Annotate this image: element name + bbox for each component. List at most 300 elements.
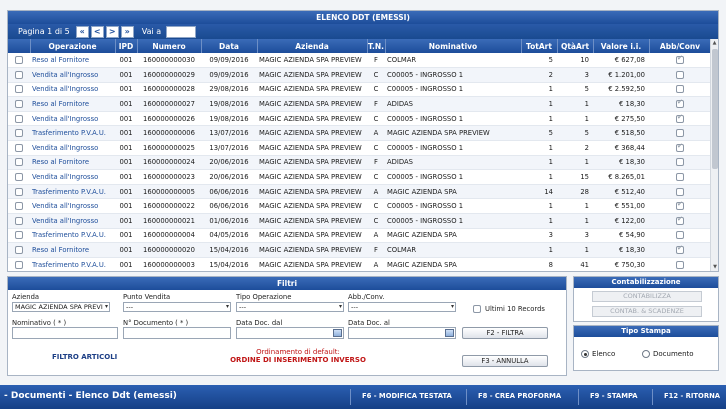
chevron-down-icon: ▾ <box>338 303 342 310</box>
cell-ipd: 001 <box>115 141 137 156</box>
contab-scadenze-button[interactable]: CONTAB. & SCADENZE <box>592 306 702 317</box>
f6-modifica-testata-button[interactable]: F6 - MODIFICA TESTATA <box>362 392 452 400</box>
cell-ipd: 001 <box>115 82 137 97</box>
cell-azienda: MAGIC AZIENDA SPA PREVIEW <box>257 126 367 141</box>
cell-azienda: MAGIC AZIENDA SPA PREVIEW <box>257 53 367 68</box>
row-select-checkbox[interactable] <box>15 202 23 210</box>
cell-abb <box>649 199 711 214</box>
cell-qtaart: 1 <box>557 97 593 112</box>
cell-qtaart: 5 <box>557 82 593 97</box>
radio-documento[interactable] <box>642 350 694 358</box>
scroll-up-icon[interactable]: ▲ <box>712 40 717 46</box>
punto-vendita-label: Punto Vendita <box>123 293 171 301</box>
contabilizzazione-panel <box>573 276 719 322</box>
cell-ipd: 001 <box>115 97 137 112</box>
row-select-checkbox[interactable] <box>15 85 23 93</box>
row-select-checkbox[interactable] <box>15 246 23 254</box>
cell-azienda: MAGIC AZIENDA SPA PREVIEW <box>257 199 367 214</box>
footer-divider <box>578 389 579 405</box>
row-select-cell <box>8 126 30 141</box>
cell-data: 15/04/2016 <box>201 257 257 271</box>
filtro-articoli-link[interactable]: FILTRO ARTICOLI <box>52 353 118 361</box>
cell-ipd: 001 <box>115 155 137 170</box>
cell-azienda: MAGIC AZIENDA SPA PREVIEW <box>257 214 367 229</box>
tipo-operazione-select-value: --- <box>239 303 247 311</box>
row-select-cell <box>8 228 30 243</box>
cell-qtaart: 1 <box>557 155 593 170</box>
chevron-down-icon: ▾ <box>104 303 108 310</box>
cell-data: 09/09/2016 <box>201 53 257 68</box>
cell-operazione: Vendita all'Ingrosso <box>30 199 115 214</box>
abb-conv-checkbox <box>676 173 684 181</box>
column-header-numero[interactable]: Numero <box>137 39 201 53</box>
column-header-totart[interactable]: TotArt <box>521 39 557 53</box>
cell-nominativo: MAGIC AZIENDA SPA PREVIEW <box>385 126 521 141</box>
cell-nominativo: MAGIC AZIENDA SPA <box>385 257 521 271</box>
goto-page-label: Vai a <box>141 27 162 36</box>
radio-elenco[interactable] <box>581 350 615 358</box>
row-select-checkbox[interactable] <box>15 173 23 181</box>
contabilizza-button[interactable]: CONTABILIZZA <box>592 291 702 302</box>
table-row[interactable] <box>8 111 711 126</box>
cell-numero: 160000000004 <box>137 228 201 243</box>
column-header-nominativo[interactable]: Nominativo <box>385 39 521 53</box>
table-row[interactable] <box>8 214 711 229</box>
radio-documento-dot[interactable] <box>642 350 650 358</box>
cell-operazione: Reso al Fornitore <box>30 97 115 112</box>
cell-tn: C <box>367 199 385 214</box>
cell-operazione: Trasferimento P.V.A.U. <box>30 228 115 243</box>
cell-ipd: 001 <box>115 68 137 83</box>
cell-abb <box>649 243 711 258</box>
cell-qtaart: 3 <box>557 68 593 83</box>
cell-tn: F <box>367 243 385 258</box>
cell-abb <box>649 170 711 185</box>
cell-operazione: Trasferimento P.V.A.U. <box>30 257 115 271</box>
annulla-button[interactable]: F3 - ANNULLA <box>462 355 548 367</box>
radio-documento-label: Documento <box>653 350 694 358</box>
f9-stampa-button[interactable]: F9 - STAMPA <box>590 392 638 400</box>
azienda-select[interactable] <box>12 302 110 312</box>
cell-ipd: 001 <box>115 257 137 271</box>
cell-valore: € 551,00 <box>593 199 649 214</box>
cell-totart: 1 <box>521 82 557 97</box>
row-select-checkbox[interactable] <box>15 100 23 108</box>
abb-conv-checkbox <box>676 100 684 108</box>
cell-data: 20/06/2016 <box>201 155 257 170</box>
table-row[interactable] <box>8 199 711 214</box>
row-select-checkbox[interactable] <box>15 261 23 269</box>
cell-totart: 5 <box>521 53 557 68</box>
cell-operazione: Reso al Fornitore <box>30 243 115 258</box>
abb-conv-checkbox <box>676 202 684 210</box>
cell-ipd: 001 <box>115 184 137 199</box>
cell-valore: € 18,30 <box>593 243 649 258</box>
cell-azienda: MAGIC AZIENDA SPA PREVIEW <box>257 141 367 156</box>
footer-title: - Documenti - Elenco Ddt (emessi) <box>4 391 177 401</box>
chevron-down-icon: ▾ <box>225 303 229 310</box>
cell-qtaart: 41 <box>557 257 593 271</box>
cell-azienda: MAGIC AZIENDA SPA PREVIEW <box>257 257 367 271</box>
table-row[interactable] <box>8 257 711 271</box>
data-al-label: Data Doc. al <box>348 319 390 327</box>
cell-numero: 160000000003 <box>137 257 201 271</box>
ddt-table-wrapper <box>8 39 711 271</box>
cell-totart: 1 <box>521 170 557 185</box>
abb-conv-checkbox <box>676 71 684 79</box>
ddt-table <box>8 39 711 271</box>
page-indicator: Pagina 1 di 5 <box>18 27 70 36</box>
cell-valore: € 275,50 <box>593 111 649 126</box>
cell-tn: C <box>367 141 385 156</box>
cell-qtaart: 3 <box>557 228 593 243</box>
table-row[interactable] <box>8 170 711 185</box>
azienda-label: Azienda <box>12 293 40 301</box>
radio-elenco-label: Elenco <box>592 350 616 358</box>
calendar-icon[interactable] <box>445 329 454 337</box>
data-dal-input[interactable] <box>236 327 344 339</box>
nominativo-input[interactable] <box>12 327 118 339</box>
row-select-checkbox[interactable] <box>15 217 23 225</box>
cell-qtaart: 2 <box>557 141 593 156</box>
grid-scrollbar[interactable] <box>710 39 718 271</box>
goto-page-input[interactable] <box>166 26 196 38</box>
cell-data: 13/07/2016 <box>201 141 257 156</box>
cell-abb <box>649 126 711 141</box>
chevron-down-icon: ▾ <box>450 303 454 310</box>
documento-input[interactable] <box>123 327 231 339</box>
sort-order-value: ORDINE DI INSERIMENTO INVERSO <box>230 356 366 364</box>
footer-divider <box>652 389 653 405</box>
cell-nominativo: ADIDAS <box>385 155 521 170</box>
cell-data: 13/07/2016 <box>201 126 257 141</box>
cell-valore: € 1.201,00 <box>593 68 649 83</box>
abb-conv-checkbox <box>676 188 684 196</box>
cell-nominativo: MAGIC AZIENDA SPA <box>385 228 521 243</box>
cell-nominativo: C00005 - INGROSSO 1 <box>385 214 521 229</box>
row-select-cell <box>8 184 30 199</box>
cell-totart: 1 <box>521 97 557 112</box>
cell-abb <box>649 214 711 229</box>
cell-data: 09/09/2016 <box>201 68 257 83</box>
column-header-abb[interactable]: Abb/Conv <box>649 39 711 53</box>
abb-conv-checkbox <box>676 144 684 152</box>
punto-vendita-select[interactable] <box>123 302 231 312</box>
row-select-cell <box>8 111 30 126</box>
cell-valore: € 518,50 <box>593 126 649 141</box>
cell-valore: € 627,08 <box>593 53 649 68</box>
table-row[interactable] <box>8 68 711 83</box>
filter-title: Filtri <box>8 277 566 290</box>
table-header-row <box>8 39 711 53</box>
cell-qtaart: 28 <box>557 184 593 199</box>
cell-abb <box>649 257 711 271</box>
table-row[interactable] <box>8 97 711 112</box>
cell-totart: 1 <box>521 214 557 229</box>
radio-elenco-dot[interactable] <box>581 350 589 358</box>
cell-totart: 1 <box>521 243 557 258</box>
cell-numero: 160000000030 <box>137 53 201 68</box>
cell-operazione: Reso al Fornitore <box>30 155 115 170</box>
cell-nominativo: C00005 - INGROSSO 1 <box>385 82 521 97</box>
cell-ipd: 001 <box>115 214 137 229</box>
cell-valore: € 368,44 <box>593 141 649 156</box>
cell-nominativo: COLMAR <box>385 53 521 68</box>
abb-conv-checkbox <box>676 217 684 225</box>
column-header-ipd[interactable]: IPD <box>115 39 137 53</box>
cell-data: 01/06/2016 <box>201 214 257 229</box>
footer-divider <box>466 389 467 405</box>
cell-tn: A <box>367 257 385 271</box>
tipo-operazione-select[interactable] <box>236 302 344 312</box>
cell-data: 29/08/2016 <box>201 82 257 97</box>
cell-totart: 2 <box>521 68 557 83</box>
row-select-cell <box>8 53 30 68</box>
abb-conv-checkbox <box>676 129 684 137</box>
cell-nominativo: C00005 - INGROSSO 1 <box>385 199 521 214</box>
cell-abb <box>649 111 711 126</box>
cell-nominativo: C00005 - INGROSSO 1 <box>385 170 521 185</box>
cell-data: 20/06/2016 <box>201 170 257 185</box>
cell-qtaart: 15 <box>557 170 593 185</box>
cell-qtaart: 5 <box>557 126 593 141</box>
cell-nominativo: MAGIC AZIENDA SPA <box>385 184 521 199</box>
row-select-checkbox[interactable] <box>15 188 23 196</box>
abb-conv-select[interactable] <box>348 302 456 312</box>
row-select-checkbox[interactable] <box>15 129 23 137</box>
cell-valore: € 18,30 <box>593 155 649 170</box>
cell-nominativo: COLMAR <box>385 243 521 258</box>
cell-ipd: 001 <box>115 199 137 214</box>
row-select-checkbox[interactable] <box>15 71 23 79</box>
cell-tn: A <box>367 126 385 141</box>
cell-operazione: Trasferimento P.V.A.U. <box>30 184 115 199</box>
cell-tn: C <box>367 111 385 126</box>
ddt-table-body <box>8 53 711 271</box>
cell-abb <box>649 68 711 83</box>
cell-data: 19/08/2016 <box>201 97 257 112</box>
punto-vendita-select-value: --- <box>126 303 134 311</box>
row-select-checkbox[interactable] <box>15 158 23 166</box>
cell-operazione: Vendita all'Ingrosso <box>30 141 115 156</box>
cell-qtaart: 1 <box>557 111 593 126</box>
cell-tn: F <box>367 155 385 170</box>
row-select-cell <box>8 155 30 170</box>
ultimi-10-label: Ultimi 10 Records <box>485 305 545 313</box>
cell-numero: 160000000020 <box>137 243 201 258</box>
data-al-input[interactable] <box>348 327 456 339</box>
cell-valore: € 18,30 <box>593 97 649 112</box>
abb-conv-checkbox <box>676 158 684 166</box>
row-select-checkbox[interactable] <box>15 56 23 64</box>
row-select-cell <box>8 199 30 214</box>
cell-data: 19/08/2016 <box>201 111 257 126</box>
cell-numero: 160000000021 <box>137 214 201 229</box>
tipo-stampa-title: Tipo Stampa <box>574 326 718 337</box>
cell-numero: 160000000024 <box>137 155 201 170</box>
cell-operazione: Vendita all'Ingrosso <box>30 214 115 229</box>
cell-azienda: MAGIC AZIENDA SPA PREVIEW <box>257 228 367 243</box>
cell-abb <box>649 141 711 156</box>
tipo-operazione-label: Tipo Operazione <box>236 293 292 301</box>
cell-nominativo: C00005 - INGROSSO 1 <box>385 111 521 126</box>
filtra-button[interactable]: F2 - FILTRA <box>462 327 548 339</box>
contabilizzazione-title: Contabilizzazione <box>574 277 718 288</box>
cell-ipd: 001 <box>115 228 137 243</box>
cell-valore: € 54,90 <box>593 228 649 243</box>
cell-qtaart: 10 <box>557 53 593 68</box>
row-select-cell <box>8 243 30 258</box>
cell-numero: 160000000025 <box>137 141 201 156</box>
abb-conv-select-value: --- <box>351 303 359 311</box>
cell-abb <box>649 53 711 68</box>
cell-qtaart: 1 <box>557 199 593 214</box>
abb-conv-label: Abb./Conv. <box>348 293 385 301</box>
data-dal-label: Data Doc. dal <box>236 319 283 327</box>
cell-azienda: MAGIC AZIENDA SPA PREVIEW <box>257 111 367 126</box>
cell-tn: A <box>367 228 385 243</box>
cell-numero: 160000000006 <box>137 126 201 141</box>
azienda-select-value: MAGIC AZIENDA SPA PREVI <box>15 303 103 311</box>
cell-numero: 160000000029 <box>137 68 201 83</box>
scrollbar-thumb[interactable] <box>712 49 718 169</box>
cell-azienda: MAGIC AZIENDA SPA PREVIEW <box>257 184 367 199</box>
row-select-cell <box>8 97 30 112</box>
cell-numero: 160000000022 <box>137 199 201 214</box>
cell-data: 06/06/2016 <box>201 199 257 214</box>
cell-tn: C <box>367 214 385 229</box>
cell-tn: F <box>367 97 385 112</box>
select-column-header <box>8 39 30 53</box>
cell-numero: 160000000027 <box>137 97 201 112</box>
last-page-button[interactable]: » <box>121 26 134 38</box>
ultimi-10-checkbox[interactable] <box>473 305 481 313</box>
row-select-cell <box>8 257 30 271</box>
column-header-operazione[interactable]: Operazione <box>30 39 115 53</box>
row-select-cell <box>8 68 30 83</box>
cell-data: 15/04/2016 <box>201 243 257 258</box>
row-select-cell <box>8 214 30 229</box>
cell-totart: 1 <box>521 111 557 126</box>
column-header-tn[interactable]: T.N. <box>367 39 385 53</box>
tipo-stampa-panel <box>573 325 719 371</box>
cell-azienda: MAGIC AZIENDA SPA PREVIEW <box>257 243 367 258</box>
cell-azienda: MAGIC AZIENDA SPA PREVIEW <box>257 82 367 97</box>
abb-conv-checkbox <box>676 261 684 269</box>
cell-totart: 8 <box>521 257 557 271</box>
prev-page-button[interactable]: < <box>91 26 104 38</box>
table-row[interactable] <box>8 155 711 170</box>
table-row[interactable] <box>8 126 711 141</box>
cell-qtaart: 1 <box>557 214 593 229</box>
nominativo-label: Nominativo ( * ) <box>12 319 67 327</box>
cell-azienda: MAGIC AZIENDA SPA PREVIEW <box>257 170 367 185</box>
grid-title: ELENCO DDT (EMESSI) <box>8 11 718 24</box>
cell-valore: € 8.265,01 <box>593 170 649 185</box>
column-header-valore[interactable]: Valore i.i. <box>593 39 649 53</box>
row-select-cell <box>8 141 30 156</box>
sort-order-label: Ordinamento di default: <box>256 348 340 356</box>
abb-conv-checkbox <box>676 56 684 64</box>
cell-totart: 5 <box>521 126 557 141</box>
cell-operazione: Vendita all'Ingrosso <box>30 82 115 97</box>
documento-label: N° Documento ( * ) <box>123 319 189 327</box>
sort-order-note <box>168 348 428 364</box>
column-header-azienda[interactable]: Azienda <box>257 39 367 53</box>
cell-totart: 3 <box>521 228 557 243</box>
cell-nominativo: C00005 - INGROSSO 1 <box>385 68 521 83</box>
table-row[interactable] <box>8 228 711 243</box>
row-select-checkbox[interactable] <box>15 144 23 152</box>
scroll-down-icon[interactable]: ▼ <box>713 264 717 270</box>
cell-numero: 160000000023 <box>137 170 201 185</box>
column-header-qtaart[interactable]: QtàArt <box>557 39 593 53</box>
cell-totart: 14 <box>521 184 557 199</box>
cell-abb <box>649 82 711 97</box>
cell-nominativo: ADIDAS <box>385 97 521 112</box>
cell-data: 06/06/2016 <box>201 184 257 199</box>
cell-tn: C <box>367 170 385 185</box>
cell-azienda: MAGIC AZIENDA SPA PREVIEW <box>257 155 367 170</box>
abb-conv-checkbox <box>676 85 684 93</box>
cell-valore: € 750,30 <box>593 257 649 271</box>
cell-operazione: Trasferimento P.V.A.U. <box>30 126 115 141</box>
cell-data: 04/05/2016 <box>201 228 257 243</box>
calendar-icon[interactable] <box>333 329 342 337</box>
ddt-grid-panel <box>7 10 719 272</box>
cell-ipd: 001 <box>115 243 137 258</box>
footer-divider <box>350 389 351 405</box>
cell-abb <box>649 184 711 199</box>
table-row[interactable] <box>8 243 711 258</box>
f8-crea-proforma-button[interactable]: F8 - CREA PROFORMA <box>478 392 562 400</box>
next-page-button[interactable]: > <box>106 26 119 38</box>
table-row[interactable] <box>8 141 711 156</box>
filter-panel <box>7 276 567 376</box>
cell-abb <box>649 155 711 170</box>
column-header-data[interactable]: Data <box>201 39 257 53</box>
cell-qtaart: 1 <box>557 243 593 258</box>
f12-ritorna-button[interactable]: F12 - RITORNA <box>664 392 721 400</box>
cell-operazione: Vendita all'Ingrosso <box>30 111 115 126</box>
cell-ipd: 001 <box>115 126 137 141</box>
cell-ipd: 001 <box>115 111 137 126</box>
row-select-checkbox[interactable] <box>15 231 23 239</box>
cell-tn: F <box>367 53 385 68</box>
table-row[interactable] <box>8 184 711 199</box>
table-row[interactable] <box>8 53 711 68</box>
cell-valore: € 512,40 <box>593 184 649 199</box>
cell-numero: 160000000026 <box>137 111 201 126</box>
footer-bar <box>0 385 726 409</box>
cell-abb <box>649 97 711 112</box>
cell-azienda: MAGIC AZIENDA SPA PREVIEW <box>257 97 367 112</box>
table-row[interactable] <box>8 82 711 97</box>
cell-nominativo: C00005 - INGROSSO 1 <box>385 141 521 156</box>
row-select-cell <box>8 82 30 97</box>
cell-operazione: Vendita all'Ingrosso <box>30 170 115 185</box>
row-select-cell <box>8 170 30 185</box>
abb-conv-checkbox <box>676 231 684 239</box>
cell-operazione: Vendita all'Ingrosso <box>30 68 115 83</box>
row-select-checkbox[interactable] <box>15 115 23 123</box>
cell-azienda: MAGIC AZIENDA SPA PREVIEW <box>257 68 367 83</box>
cell-abb <box>649 228 711 243</box>
first-page-button[interactable]: « <box>76 26 89 38</box>
cell-tn: C <box>367 68 385 83</box>
cell-totart: 1 <box>521 199 557 214</box>
abb-conv-checkbox <box>676 246 684 254</box>
